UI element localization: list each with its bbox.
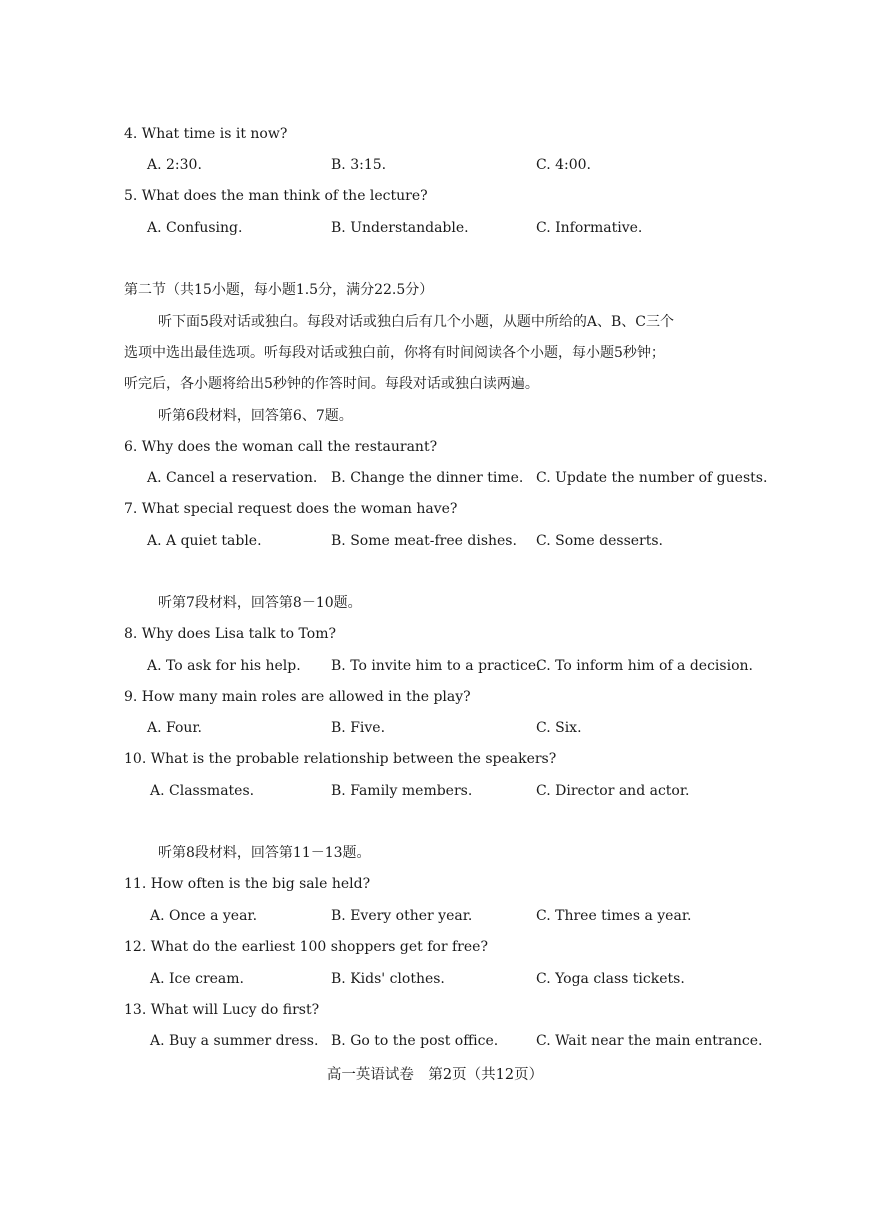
option-b: B. Every other year.	[331, 908, 473, 924]
group-header: 听第8段材料，回答第11－13题。	[158, 845, 371, 861]
option-c: C. Informative.	[536, 220, 643, 236]
option-b: B. 3:15.	[331, 157, 387, 173]
instruction-line: 选项中选出最佳选项。听每段对话或独白前，你将有时间阅读各个小题，每小题5秒钟；	[124, 345, 665, 361]
option-c: C. To inform him of a decision.	[536, 658, 753, 674]
group-header: 听第7段材料，回答第8－10题。	[158, 595, 362, 611]
option-a: A. Four.	[147, 720, 203, 736]
instruction-line: 听下面5段对话或独白。每段对话或独白后有几个小题，从题中所给的A、B、C三个	[158, 314, 675, 330]
page-footer: 高一英语试卷 第2页（共12页）	[326, 1067, 544, 1083]
section-title: 第二节（共15小题，每小题1.5分，满分22.5分）	[124, 282, 434, 298]
option-a: A. Cancel a reservation.	[147, 470, 318, 486]
option-c: C. Some desserts.	[536, 533, 663, 549]
option-b: B. To invite him to a practice.	[331, 658, 541, 674]
question-stem: 7. What special request does the woman have?	[124, 501, 458, 517]
question-stem: 5. What does the man think of the lecture?	[124, 188, 428, 204]
option-a: A. Classmates.	[150, 783, 255, 799]
option-b: B. Kids' clothes.	[331, 971, 445, 987]
option-a: A. Ice cream.	[150, 971, 245, 987]
option-b: B. Some meat-free dishes.	[331, 533, 517, 549]
option-c: C. Three times a year.	[536, 908, 692, 924]
option-c: C. Update the number of guests.	[536, 470, 768, 486]
question-stem: 6. Why does the woman call the restaurant?	[124, 439, 438, 455]
option-b: B. Family members.	[331, 783, 473, 799]
option-c: C. 4:00.	[536, 157, 592, 173]
question-stem: 13. What will Lucy do first?	[124, 1002, 320, 1018]
group-header: 听第6段材料，回答第6、7题。	[158, 408, 353, 424]
question-stem: 12. What do the earliest 100 shoppers get for free?	[124, 939, 488, 955]
option-a: A. 2:30.	[147, 157, 202, 173]
question-stem: 10. What is the probable relationship between the speakers?	[124, 751, 557, 767]
option-c: C. Yoga class tickets.	[536, 971, 685, 987]
option-b: B. Understandable.	[331, 220, 469, 236]
option-c: C. Director and actor.	[536, 783, 690, 799]
option-b: B. Five.	[331, 720, 386, 736]
option-a: A. A quiet table.	[147, 533, 262, 549]
question-stem: 4. What time is it now?	[124, 126, 288, 142]
option-a: A. Confusing.	[147, 220, 243, 236]
option-a: A. Once a year.	[150, 908, 258, 924]
question-stem: 11. How often is the big sale held?	[124, 876, 371, 892]
option-c: C. Wait near the main entrance.	[536, 1033, 763, 1049]
option-c: C. Six.	[536, 720, 582, 736]
option-a: A. To ask for his help.	[147, 658, 301, 674]
option-b: B. Go to the post office.	[331, 1033, 499, 1049]
instruction-line: 听完后，各小题将给出5秒钟的作答时间。每段对话或独白读两遍。	[124, 376, 539, 392]
question-stem: 8. Why does Lisa talk to Tom?	[124, 626, 336, 642]
option-b: B. Change the dinner time.	[331, 470, 524, 486]
option-a: A. Buy a summer dress.	[150, 1033, 319, 1049]
question-stem: 9. How many main roles are allowed in the play?	[124, 689, 471, 705]
